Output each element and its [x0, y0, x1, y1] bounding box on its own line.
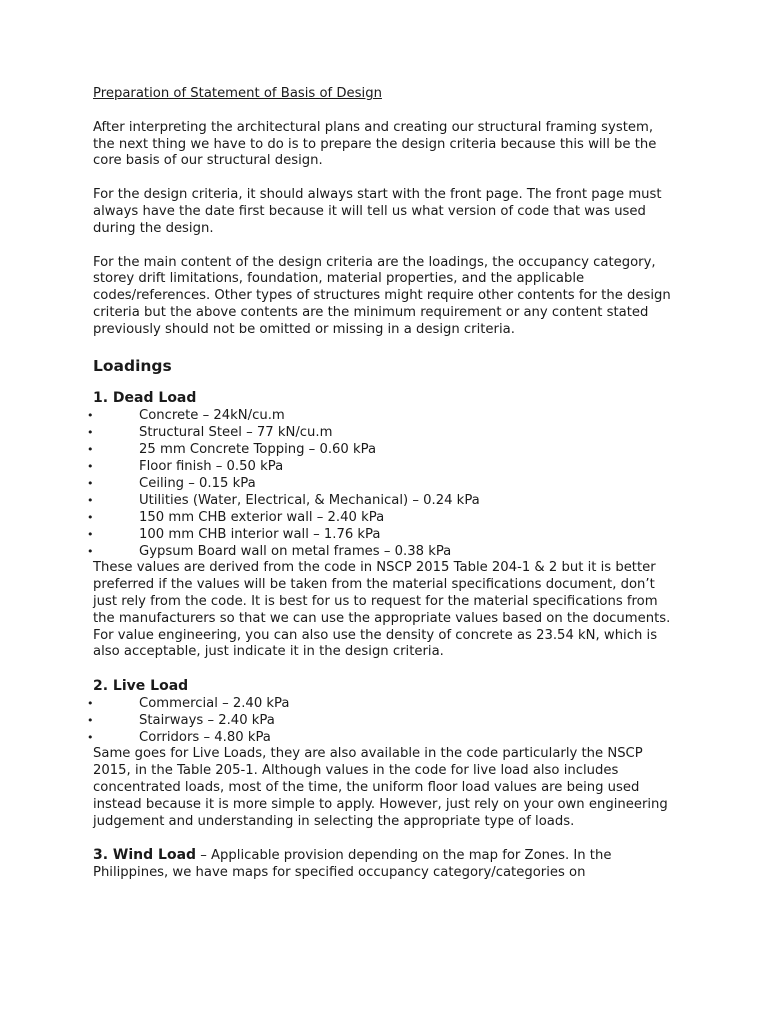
list-item: • Ceiling – 0.15 kPa [87, 475, 256, 491]
list-item: • 150 mm CHB exterior wall – 2.40 kPa [87, 510, 385, 526]
bullet-icon: • [87, 408, 94, 422]
bullet-icon: • [87, 528, 94, 542]
bullet-icon: • [87, 476, 94, 490]
list-item: • Structural Steel – 77 kN/cu.m [87, 424, 333, 440]
list-item: • Utilities (Water, Electrical, & Mechanical) – 0.24 kPa [87, 493, 480, 509]
dead-load-heading: 1. Dead Load [93, 389, 197, 406]
bullet-icon: • [87, 545, 94, 559]
list-item: • 100 mm CHB interior wall – 1.76 kPa [87, 527, 381, 543]
live-load-note: Same goes for Live Loads, they are also available in the code particularly the NSCP 2015, in the Table 205-1. Although values in the code for live load also includes concentrated loads, most of the time, the uniform floor load values are being used instead because it is more simple to apply. However, just rely on your own engineering judgement and understanding in selecting the appropriate type of loads. [93, 746, 668, 829]
document-page [87, 86, 673, 882]
dead-load-list [87, 407, 673, 561]
list-item: • Floor finish – 0.50 kPa [87, 458, 284, 474]
list-item: • Commercial – 2.40 kPa [87, 696, 290, 712]
document-title: Preparation of Statement of Basis of Design [93, 86, 382, 101]
list-item: • Gypsum Board wall on metal frames – 0.38 kPa [87, 544, 452, 560]
dead-load-note: These values are derived from the code in NSCP 2015 Table 204-1 & 2 but it is better preferred if the values will be taken from the material specifications document, don’t just rely from the code. It is best for us to request for the material specifications from the manufacturers so that we can use the appropriate values based on the documents. For value engineering, you can also use the density of concrete as 23.54 kN, which is also acceptable, just indicate it in the design criteria. [93, 560, 671, 660]
list-item: • Concrete – 24kN/cu.m [87, 407, 285, 423]
bullet-icon: • [87, 425, 94, 439]
bullet-icon: • [87, 459, 94, 473]
list-item: • 25 mm Concrete Topping – 0.60 kPa [87, 441, 377, 457]
bullet-icon: • [87, 442, 94, 456]
live-load-heading: 2. Live Load [93, 678, 189, 695]
wind-load-paragraph [93, 847, 673, 882]
bullet-icon: • [87, 697, 94, 711]
wind-load-text: – Applicable provision depending on the map for Zones. In the Philippines, we have maps for specified occupancy category/categories on [93, 848, 612, 881]
live-load-list [87, 695, 673, 746]
bullet-icon: • [87, 511, 94, 525]
bullet-icon: • [87, 494, 94, 508]
list-item: • Stairways – 2.40 kPa [87, 713, 275, 729]
wind-load-heading: 3. Wind Load [93, 847, 197, 864]
intro-paragraph: After interpreting the architectural plans and creating our structural framing system, the next thing we have to do is to prepare the design criteria because this will be the core basis of our structural design. [93, 119, 657, 169]
front-page-paragraph: For the design criteria, it should always start with the front page. The front page must always have the date first because it will tell us what version of code that was used during the design. [93, 187, 662, 236]
main-content-paragraph: For the main content of the design criteria are the loadings, the occupancy category, storey drift limitations, foundation, material properties, and the applicable codes/references. Other types of structures might require other contents for the design criteria but the above contents are the minimum requirement or any content stated previously should not be omitted or missing in a design criteria. [93, 254, 671, 337]
bullet-icon: • [87, 731, 94, 745]
bullet-icon: • [87, 714, 94, 728]
loadings-heading: Loadings [93, 356, 172, 375]
list-item: • Corridors – 4.80 kPa [87, 730, 271, 746]
